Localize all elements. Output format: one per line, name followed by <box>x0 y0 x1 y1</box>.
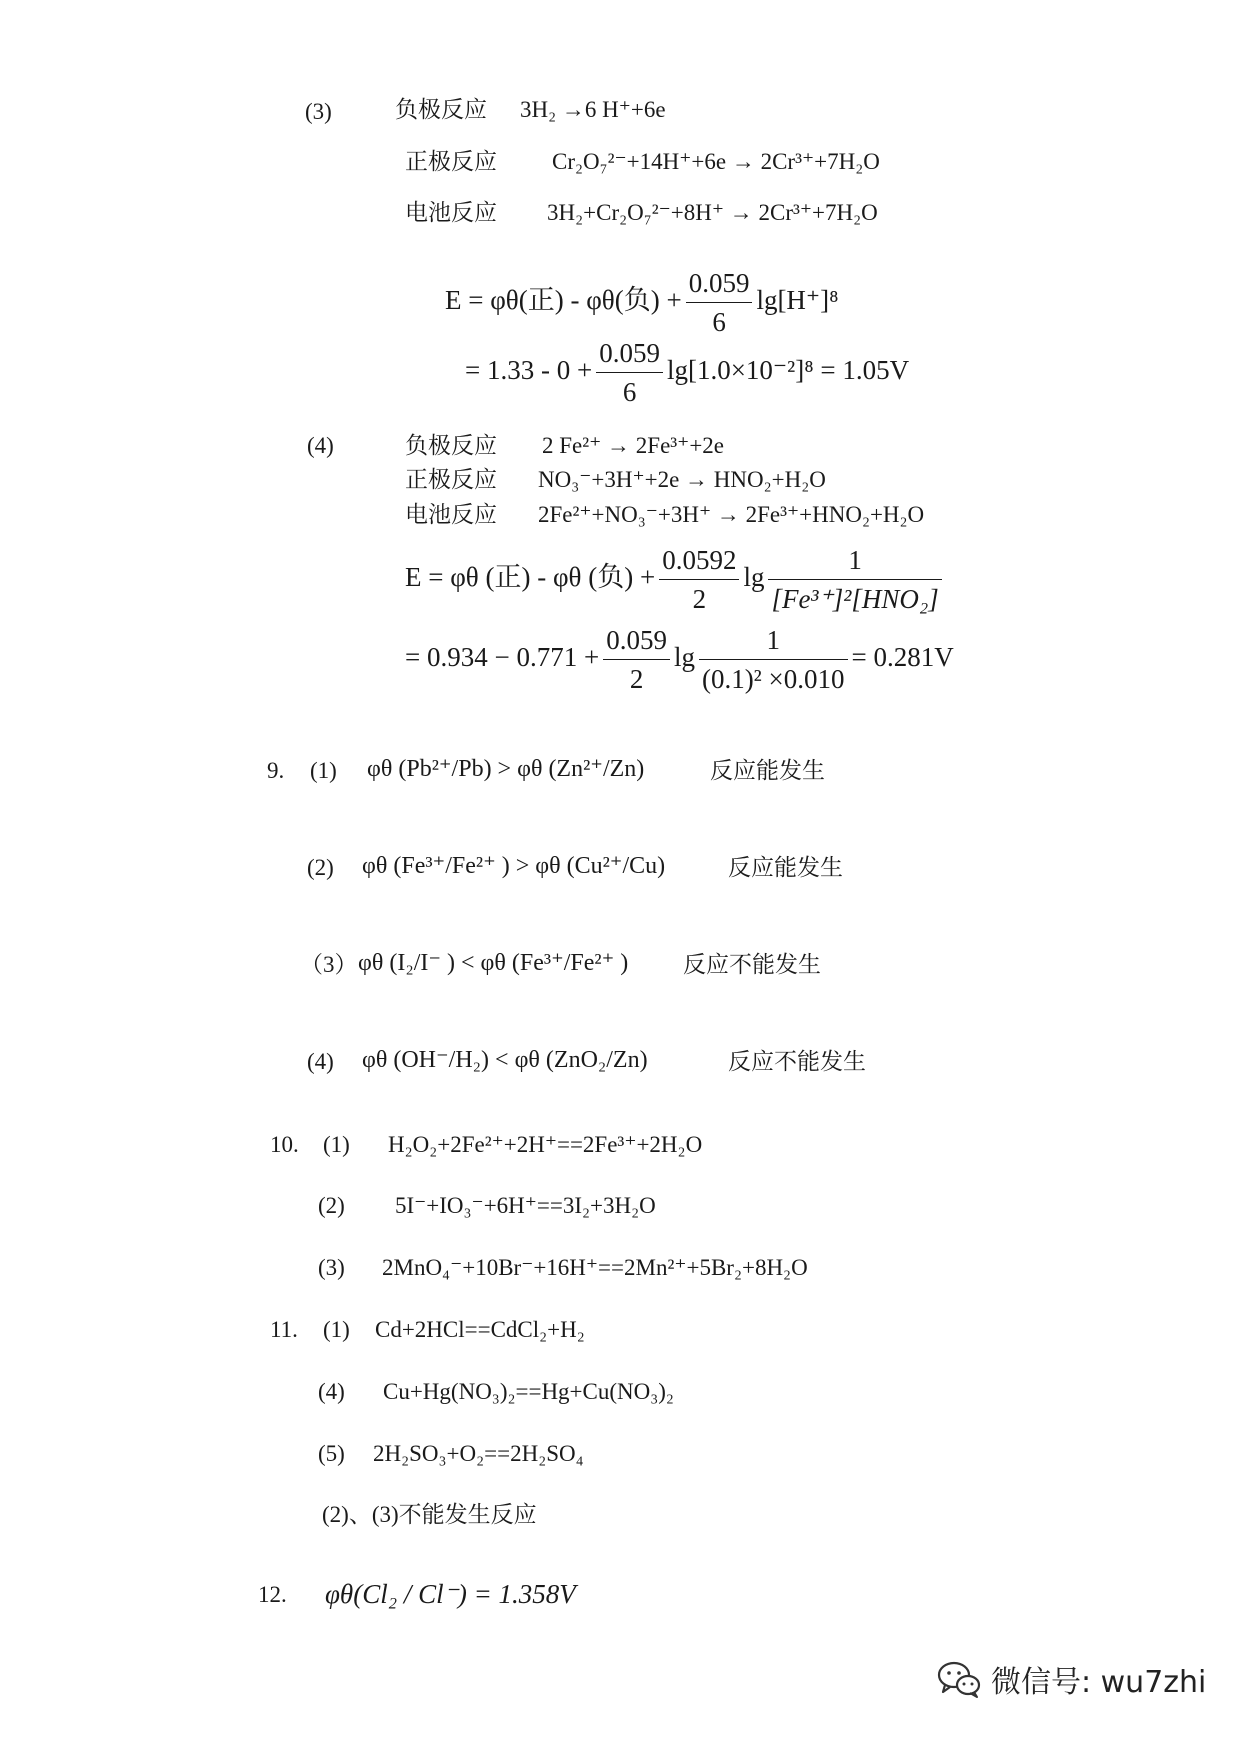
p4-emf2-log-numerator: 1 <box>699 625 848 660</box>
p4-positive-label: 正极反应 <box>405 467 497 492</box>
p4-emf-log-denominator: [Fe³⁺]²[HNO₂] <box>771 584 939 614</box>
p4-emf2-fraction-denominator: 2 <box>629 664 644 694</box>
p4-emf2-right: = 0.281V <box>851 642 954 673</box>
q9-number: 9. <box>267 758 285 783</box>
q9-item-2-result: 反应能发生 <box>728 855 843 880</box>
q10-number: 10. <box>270 1132 299 1157</box>
q9-item-3-number: （3） <box>300 952 358 977</box>
p4-cell-label: 电池反应 <box>405 502 497 527</box>
p3-cell-equation: 3H₂+Cr₂O₇²⁻+8H⁺ → 2Cr³⁺+7H₂O <box>547 200 878 225</box>
q11-item-1-equation: Cd+2HCl==CdCl₂+H₂ <box>375 1317 585 1342</box>
q11-note: (2)、(3)不能发生反应 <box>322 1502 537 1527</box>
q9-item-4-result: 反应不能发生 <box>728 1049 866 1074</box>
q9-item-4-equation: φθ (OH⁻/H₂) < φθ (ZnO₂/Zn) <box>362 1047 648 1073</box>
q9-item-4-number: (4) <box>307 1049 334 1074</box>
p4-emf-equation-line1 <box>405 545 946 615</box>
q10-item-1-equation: H₂O₂+2Fe²⁺+2H⁺==2Fe³⁺+2H₂O <box>388 1132 703 1157</box>
p4-emf-log-numerator: 1 <box>768 545 941 580</box>
q9-item-1-number: (1) <box>310 758 337 783</box>
p4-emf2-left: = 0.934 − 0.771 + <box>405 642 600 673</box>
p4-emf-equation-line2 <box>405 625 954 695</box>
q9-item-2-equation: φθ (Fe³⁺/Fe²⁺ ) > φθ (Cu²⁺/Cu) <box>362 853 666 879</box>
watermark <box>937 1657 1206 1701</box>
q11-number: 11. <box>270 1317 298 1342</box>
p3-emf2-fraction-denominator: 6 <box>622 377 637 407</box>
p4-emf2-fraction <box>603 625 670 695</box>
p4-emf2-log-fraction <box>699 625 848 695</box>
p4-emf-fraction-numerator: 0.0592 <box>659 545 739 580</box>
q11-item-4-equation: Cu+Hg(NO₃)₂==Hg+Cu(NO₃)₂ <box>383 1379 674 1404</box>
p4-negative-equation: 2 Fe²⁺ → 2Fe³⁺+2e <box>542 433 725 458</box>
q11-item-1-number: (1) <box>323 1317 350 1342</box>
p3-emf-equation-line2 <box>465 338 909 408</box>
q10-item-3-number: (3) <box>318 1255 345 1280</box>
q10-item-2-number: (2) <box>318 1193 345 1218</box>
p3-cell-label: 电池反应 <box>405 200 497 225</box>
p3-emf2-right: lg[1.0×10⁻²]⁸ = 1.05V <box>666 355 910 386</box>
q9-item-3-equation: φθ (I₂/I⁻ ) < φθ (Fe³⁺/Fe²⁺ ) <box>358 950 629 976</box>
p4-emf-log-fraction <box>768 545 941 615</box>
p4-emf-fraction-denominator: 2 <box>692 584 707 614</box>
q10-item-3-equation: 2MnO₄⁻+10Br⁻+16H⁺==2Mn²⁺+5Br₂+8H₂O <box>382 1255 808 1280</box>
p3-negative-label: 负极反应 <box>395 97 487 122</box>
q9-item-1-equation: φθ (Pb²⁺/Pb) > φθ (Zn²⁺/Zn) <box>367 756 645 782</box>
watermark-text: 微信号: wu7zhi <box>991 1665 1207 1700</box>
p3-positive-label: 正极反应 <box>405 149 497 174</box>
p4-emf2-fraction-numerator: 0.059 <box>603 625 670 660</box>
q11-item-5-number: (5) <box>318 1441 345 1466</box>
q11-item-5-equation: 2H₂SO₃+O₂==2H₂SO₄ <box>373 1441 584 1466</box>
p4-emf-fraction <box>659 545 739 615</box>
p3-emf2-fraction <box>596 338 663 408</box>
p3-positive-equation: Cr₂O₇²⁻+14H⁺+6e → 2Cr³⁺+7H₂O <box>552 149 880 174</box>
p4-number: (4) <box>307 433 334 458</box>
p3-emf-fraction <box>686 268 753 338</box>
p3-number: (3) <box>305 99 332 124</box>
q9-item-2-number: (2) <box>307 855 334 880</box>
p4-emf-left: E = φθ (正) - φθ (负) + <box>405 562 656 593</box>
wechat-icon <box>937 1659 983 1699</box>
q9-item-3-result: 反应不能发生 <box>683 952 821 977</box>
p3-emf-fraction-denominator: 6 <box>712 307 726 337</box>
p3-emf-left: E = φθ(正) - φθ(负) + <box>445 285 682 316</box>
q10-item-1-number: (1) <box>323 1132 350 1157</box>
p3-negative-equation: 3H₂ →6 H⁺+6e <box>520 97 666 122</box>
p4-emf2-log-denominator: (0.1)² ×0.010 <box>701 664 845 694</box>
p4-emf-lg: lg <box>743 562 765 593</box>
p3-emf-equation-line1 <box>445 268 839 338</box>
p3-emf2-fraction-numerator: 0.059 <box>596 338 663 373</box>
p3-emf2-left: = 1.33 - 0 + <box>465 355 593 386</box>
q12-equation: φθ(Cl₂ / Cl⁻) = 1.358V <box>325 1579 576 1609</box>
q12-number: 12. <box>258 1582 287 1607</box>
q10-item-2-equation: 5I⁻+IO₃⁻+6H⁺==3I₂+3H₂O <box>395 1193 656 1218</box>
p4-negative-label: 负极反应 <box>405 433 497 458</box>
p4-cell-equation: 2Fe²⁺+NO₃⁻+3H⁺ → 2Fe³⁺+HNO₂+H₂O <box>538 502 925 527</box>
p4-positive-equation: NO₃⁻+3H⁺+2e → HNO₂+H₂O <box>538 467 826 492</box>
p3-emf-fraction-numerator: 0.059 <box>686 268 753 303</box>
p4-emf2-lg: lg <box>673 642 695 673</box>
p3-emf-right: lg[H⁺]⁸ <box>756 285 839 316</box>
q9-item-1-result: 反应能发生 <box>710 758 825 783</box>
q11-item-4-number: (4) <box>318 1379 345 1404</box>
